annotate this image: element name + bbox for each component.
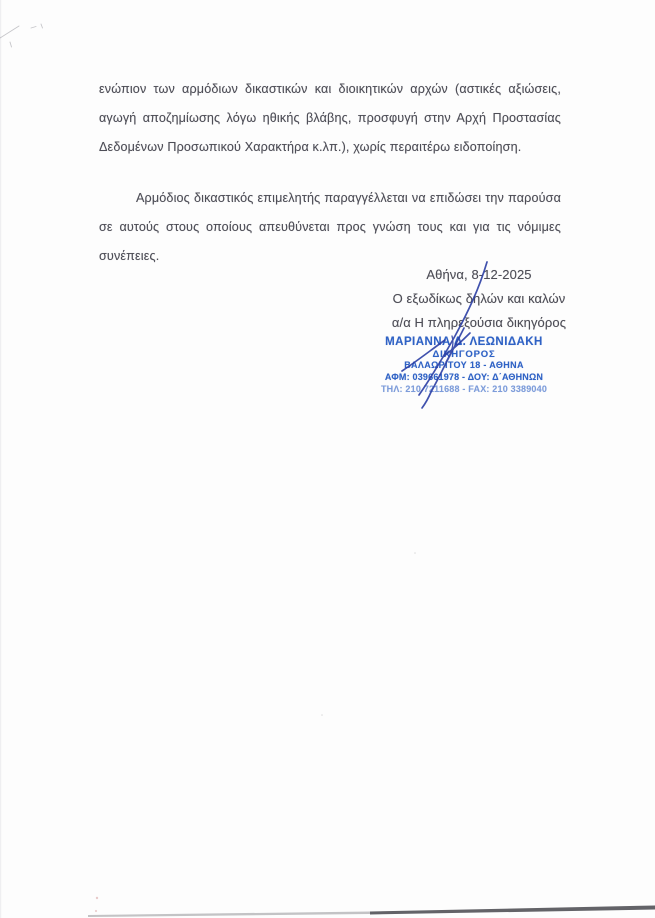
stamp-lawyer-name: ΜΑΡΙΑΝΝΑ Δ. ΛΕΩΝΙΔΑΚΗ	[385, 336, 543, 348]
text-line: Αρμόδιος δικαστικός επιμελητής παραγγέλλεται να επιδώσει την παρούσα	[136, 191, 561, 205]
proxy-lawyer-line: α/α Η πληρεξούσια δικηγόρος	[391, 315, 567, 330]
lawyer-stamp	[352, 336, 576, 395]
pencil-corner-marks	[0, 24, 43, 47]
stamp-tax-info: ΑΦΜ: 039661978 - ΔΟΥ: Δ΄ΑΘΗΝΩΝ	[384, 371, 544, 382]
declarant-line: Ο εξωδίκως δηλών και καλών	[392, 291, 566, 306]
text-line: συνέπειες.	[99, 249, 160, 263]
place-date-line: Αθήνα, 8-12-2025	[426, 267, 532, 282]
closing-block	[377, 263, 581, 335]
stamp-address: ΒΑΛΑΩΡΙΤΟΥ 18 - ΑΘΗΝΑ	[404, 360, 524, 370]
stamp-lawyer-title: ΔΙΚΗΓΟΡΟΣ	[432, 348, 496, 360]
paragraph-bailiff-instruction	[99, 184, 561, 271]
pink-speck	[95, 910, 97, 912]
text-line: Δεδομένων Προσωπικού Χαρακτήρα κ.λπ.), χωρίς περαιτέρω ειδοποίηση.	[99, 140, 522, 154]
text-line: ενώπιον των αρμόδιων δικαστικών και διοικητικών αρχών (αστικές αξιώσεις,	[99, 82, 561, 96]
document-body	[99, 75, 561, 271]
stamp-contact-info: ΤΗΛ: 210 7211688 - FAX: 210 3389040	[380, 384, 548, 394]
pink-speck	[96, 897, 98, 899]
paragraph-legal-claims	[99, 75, 561, 162]
text-line: αγωγή αποζημίωσης λόγω ηθικής βλάβης, προσφυγή στην Αρχή Προστασίας	[99, 111, 561, 125]
paper-dust-specks	[321, 552, 416, 716]
text-line: σε αυτούς στους οποίους απευθύνεται προς γνώση τους και για τις νόμιμες	[99, 220, 561, 234]
paper-left-edge	[0, 0, 1, 918]
